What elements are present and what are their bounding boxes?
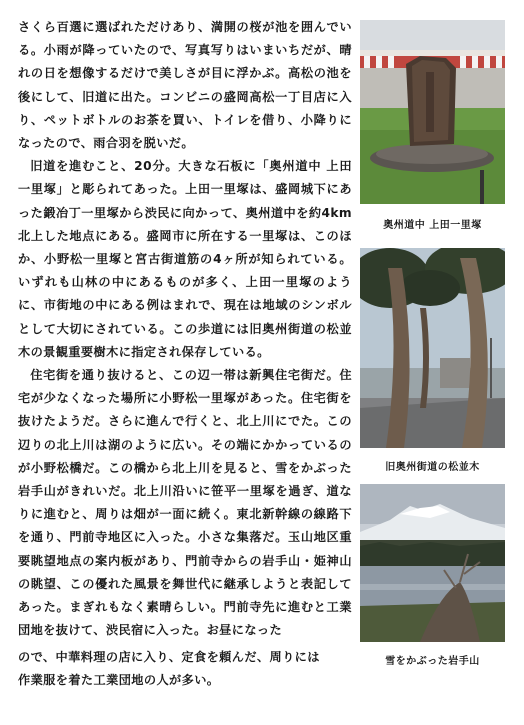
- mount-iwate-photo: [360, 484, 505, 642]
- paragraph-2: 旧道を進むこと、20分。大きな石板に「奥州道中 上田一里塚」と彫られてあった。上田一里塚は、盛岡城下にあった鍛冶丁一里塚から渋民に向かって、奥州道中を約4km北上した地点にある。盛岡市に所在する一里塚は、このほか、小野松一里塚と宮古街道筋の4ヶ所が知られている。いずれも山林の中にあるものが多く、上田一里塚のように、市街地の中にある例はまれで、現在は地域のシンボルとして大切にされている。この歩道には旧奥州街道の松並木の景観重要樹木に指定され保存している。: [18, 159, 352, 359]
- paragraph-4-line-2: 作業服を着た工業団地の人が多い。: [18, 673, 220, 688]
- paragraph-4-line-1: ので、中華料理の店に入り、定食を頼んだ、周りには: [18, 650, 320, 664]
- paragraph-3: 住宅街を通り抜けると、この辺一帯は新興住宅街だ。住宅が少なくなった場所に小野松一里塚があった。住宅街を抜けたようだ。さらに進んで行くと、北上川にでた。この辺りの北上川は湖のように広い。その端にかかっているのが小野松橋だ。この橋から北上川を見ると、雪をかぶった岩手山がきれいだ。北上川沿いに笹平一里塚を過ぎ、道なりに進むと、周りは畑が一面に続く。東北新幹線の線路下を通り、門前寺地区に入った。小さな集落だ。玉山地区重要眺望地点の案内板があり、門前寺からの岩手山・姫神山の眺望、この優れた風景を舞世代に継承しようと表記してあった。まぎれもなく素晴らしい。門前寺先に進むと工業団地を抜けて、渋民宿に入った。お昼になった: [18, 368, 352, 638]
- body-text-column: [18, 16, 352, 642]
- stone-monument-photo: [360, 20, 505, 204]
- photo-1-caption: 奥州道中 上田一里塚: [383, 220, 482, 231]
- pine-trees-photo: [360, 248, 505, 448]
- photo-3-caption: 雪をかぶった岩手山: [385, 656, 480, 667]
- paragraph-1: さくら百選に選ばれただけあり、満開の桜が池を囲んでいる。小雨が降っていたので、写真写りはいまいちだが、晴れの日を想像するだけで美しさが目に浮かぶ。高松の池を後にして、旧道に出た。コンビニの盛岡高松一丁目店に入り、ペットボトルのお茶を買い、トイレを借り、小降りになったので、雨合羽を脱いだ。: [18, 20, 352, 151]
- photo-2-caption: 旧奥州街道の松並木: [385, 462, 480, 473]
